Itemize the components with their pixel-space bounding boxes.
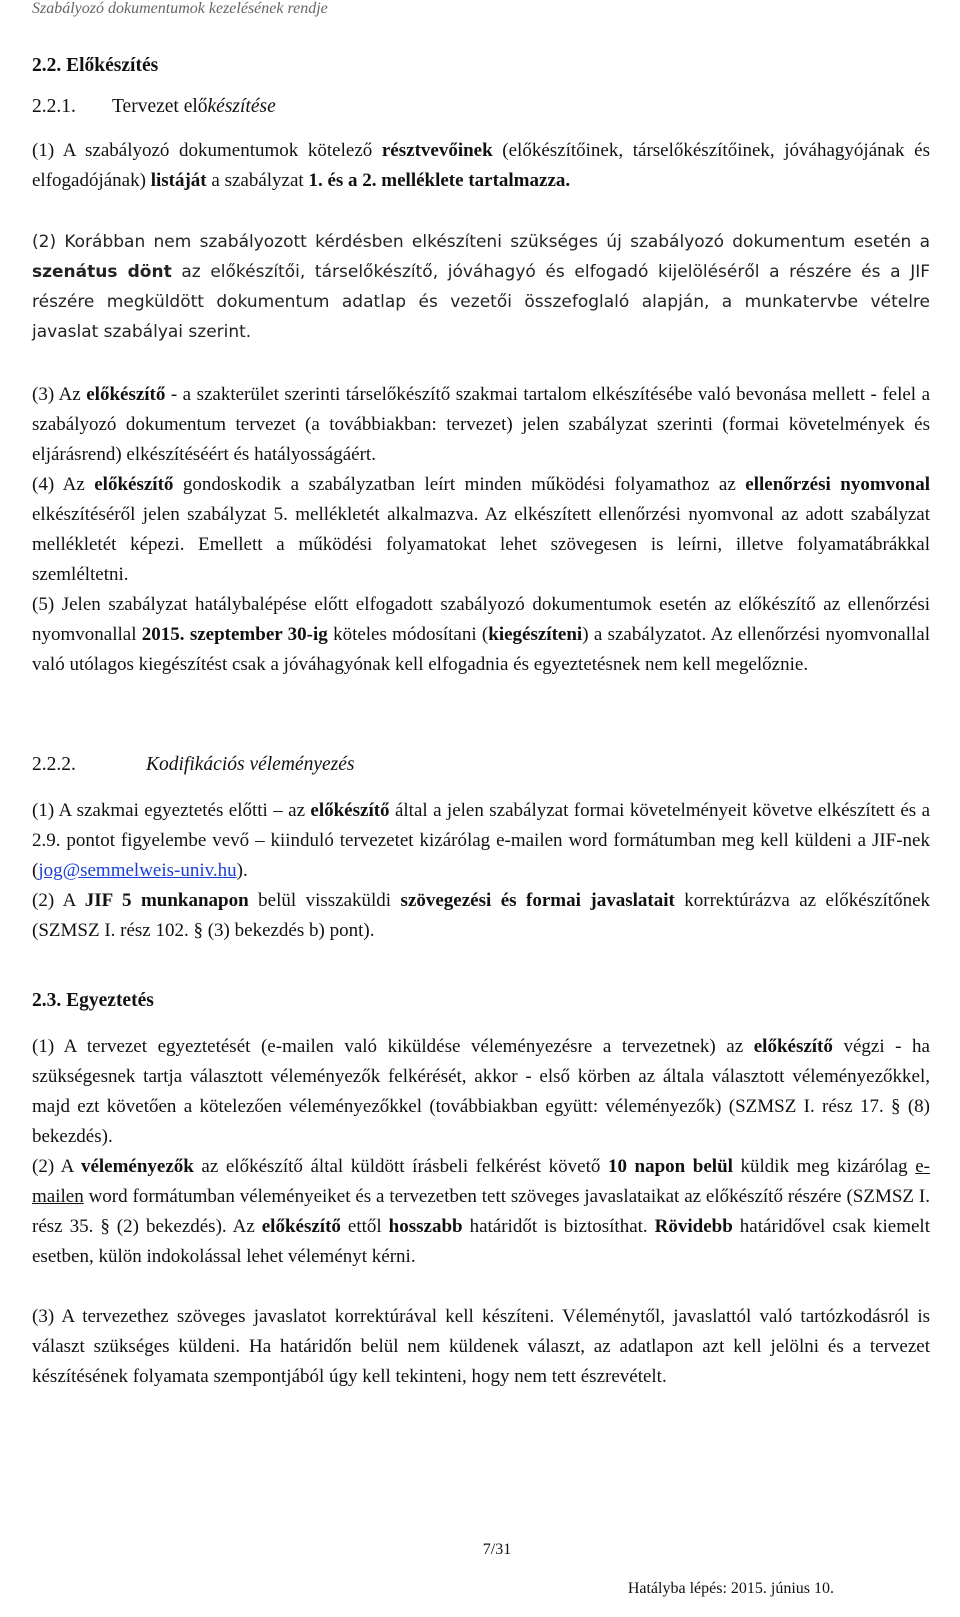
paragraph-2-3-1: (1) A tervezet egyeztetését (e-mailen való kiküldése véleményezésre a tervezetnek) az előkészítő végzi - ha szükségesnek tartja választott véleményezők felkérését, akkor - első körben az általa választott véleményezőkkel, majd ezt követően a kötelezően véleményezőkkel (továbbiakban együtt: véleményezők) (SZMSZ I. rész 17. § (8) bekezdés).: [32, 1036, 930, 1147]
effective-date: Hatályba lépés: 2015. június 10.: [627, 1580, 834, 1597]
section-heading-2-2-1: 2.2.1. Tervezet előkészítése: [32, 96, 276, 117]
paragraph-2-2-1-2: (2) Korábban nem szabályozott kérdésben elkészíteni szükséges új szabályozó dokumentum esetén a szenátus dönt az előkészítői, társelőkészítő, jóváhagyó és elfogadó kijelöléséről a részére és a JIF részére megküldött dokumentum adatlap és vezetői összefoglaló alapján, a munkatervbe vételre javaslat szabályai szerint.: [32, 232, 930, 342]
section-heading-2-2-2: 2.2.2. Kodifikációs véleményezés: [32, 754, 355, 775]
section-heading-2-3: 2.3. Egyeztetés: [32, 990, 154, 1011]
paragraph-2-2-1-4: (4) Az előkészítő gondoskodik a szabályzatban leírt minden működési folyamathoz az ellenőrzési nyomvonal elkészítéséről jelen szabályzat 5. mellékletét alkalmazva. Az elkészített ellenőrzési nyomvonal az adott szabályzat mellékletét képezi. Emellett a működési folyamatokat lehet szövegesen is leírni, illetve folyamatábrákkal szemléltetni.: [32, 474, 930, 585]
jif-email-link[interactable]: jog@semmelweis-univ.hu: [38, 860, 237, 881]
paragraph-2-3-2: (2) A véleményezők az előkészítő által küldött írásbeli felkérést követő 10 napon belül küldik meg kizárólag e-mailen word formátumban véleményeiket és a tervezetben tett szöveges javaslataikat az előkészítő részére (SZMSZ I. rész 35. § (2) bekezdés). Az előkészítő ettől hosszabb határidőt is biztosíthat. Rövidebb határidővel csak kiemelt esetben, külön indokolással lehet véleményt kérni.: [32, 1156, 930, 1267]
section-heading-2-2: 2.2. Előkészítés: [32, 55, 159, 76]
running-header: Szabályozó dokumentumok kezelésének rendje: [32, 0, 328, 17]
paragraph-2-2-1-1: (1) A szabályozó dokumentumok kötelező résztvevőinek (előkészítőinek, társelőkészítőinek, jóváhagyójának és elfogadójának) listáját a szabályzat 1. és a 2. melléklete tartalmazza.: [32, 140, 930, 191]
paragraph-2-2-1-5: (5) Jelen szabályzat hatálybalépése előtt elfogadott szabályozó dokumentumok esetén az előkészítő az ellenőrzési nyomvonallal 2015. szeptember 30-ig köteles módosítani (kiegészíteni) a szabályzatot. Az ellenőrzési nyomvonallal való utólagos kiegészítést csak a jóváhagyónak kell elfogadnia és egyeztetésnek nem kell megelőznie.: [32, 594, 930, 675]
paragraph-2-2-2-1: (1) A szakmai egyeztetés előtti – az előkészítő által a jelen szabályzat formai követelményeit követve elkészített és a 2.9. pontot figyelembe vevő – kiinduló tervezetet kizárólag e-mailen word formátumban meg kell küldeni a JIF-nek (jog@semmelweis-univ.hu).: [32, 800, 930, 881]
page-number: 7/31: [482, 1541, 512, 1558]
paragraph-2-2-2-2: (2) A JIF 5 munkanapon belül visszaküldi szövegezési és formai javaslatait korrektúrázva az előkészítőnek (SZMSZ I. rész 102. § (3) bekezdés b) pont).: [32, 890, 931, 941]
paragraph-2-2-1-3: (3) Az előkészítő - a szakterület szerinti társelőkészítő szakmai tartalom elkészítésébe való bevonása mellett - felel a szabályozó dokumentum tervezet (a továbbiakban: tervezet) jelen szabályzat szerinti (formai követelmények és eljárásrend) elkészítéséért és hatályosságáért.: [32, 384, 930, 465]
paragraph-2-3-3: (3) A tervezethez szöveges javaslatot korrektúrával kell készíteni. Véleménytől, javaslattól való tartózkodásról is választ szükséges küldeni. Ha határidőn belül nem küldenek választ, az adatlapon azt kell jelölni és a tervezet készítésének folyamata szempontjából úgy kell tekinteni, hogy nem tett észrevételt.: [32, 1306, 930, 1387]
